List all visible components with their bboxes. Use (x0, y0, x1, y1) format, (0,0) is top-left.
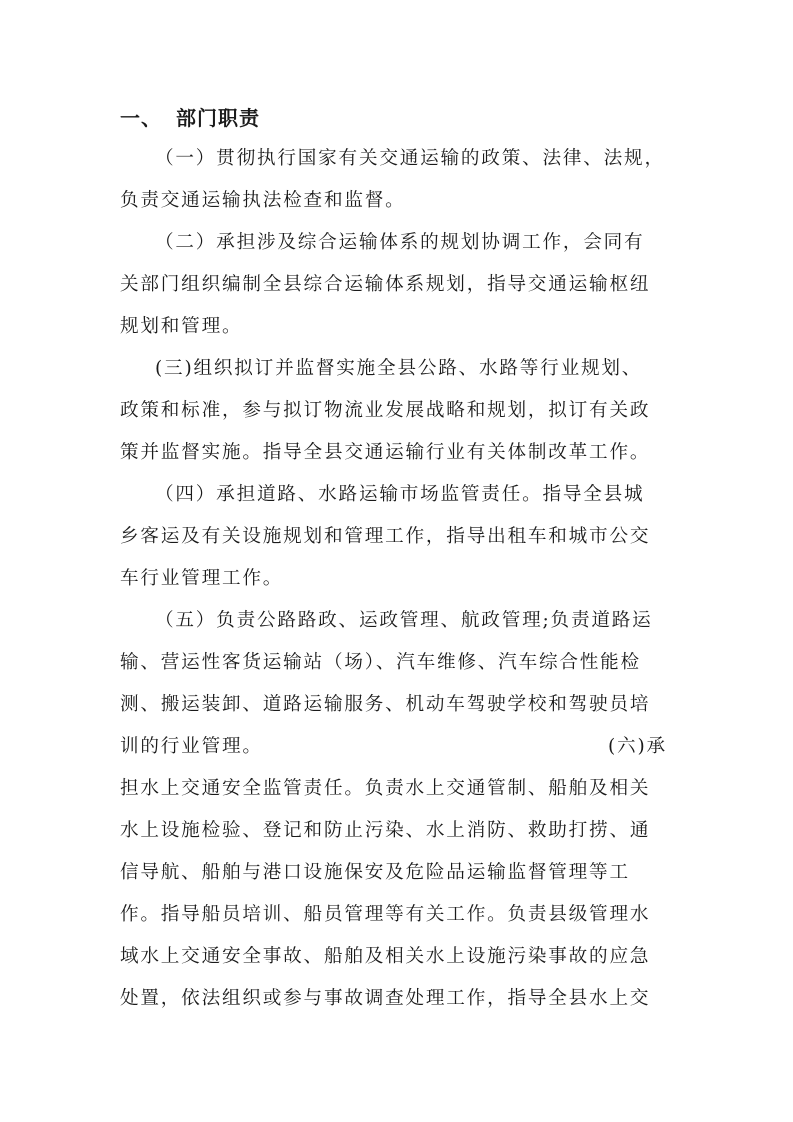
paragraph-line: 训的行业管理。 (120, 736, 263, 757)
paragraph-line: （五）负责公路路政、运政管理、航政管理;负责道路运 (155, 610, 653, 631)
paragraph-line: 负责交通运输执法检查和监督。 (120, 190, 406, 211)
paragraph-line: 测、搬运装卸、道路运输服务、机动车驾驶学校和驾驶员培 (120, 694, 651, 715)
paragraph-line: 关部门组织编制全县综合运输体系规划，指导交通运输枢纽 (120, 274, 651, 295)
paragraph-line: （四）承担道路、水路运输市场监管责任。指导全县城 (155, 484, 645, 505)
paragraph-line: 政策和标准，参与拟订物流业发展战略和规划，拟订有关政 (120, 400, 651, 421)
paragraph-line: (三)组织拟订并监督实施全县公路、水路等行业规划、 (155, 358, 643, 379)
section-title: 部门职责 (176, 106, 260, 130)
paragraph-line: 策并监督实施。指导全县交通运输行业有关体制改革工作。 (120, 442, 651, 463)
paragraph-line: 车行业管理工作。 (120, 568, 284, 589)
paragraph-line: 输、营运性客货运输站（场）、汽车维修、汽车综合性能检 (120, 652, 641, 673)
section-heading (120, 103, 260, 133)
paragraph-line: 水上设施检验、登记和防止污染、水上消防、救助打捞、通 (120, 820, 651, 841)
paragraph-line-tail: (六)承 (608, 736, 667, 757)
paragraph-line: （二）承担涉及综合运输体系的规划协调工作，会同有 (155, 232, 645, 253)
paragraph-line: 信导航、船舶与港口设施保安及危险品运输监督管理等工 (120, 862, 630, 883)
paragraph-line: 担水上交通安全监管责任。负责水上交通管制、船舶及相关 (120, 778, 651, 799)
paragraph-line: 处置，依法组织或参与事故调查处理工作，指导全县水上交 (120, 988, 651, 1009)
paragraph-line: 域水上交通安全事故、船舶及相关水上设施污染事故的应急 (120, 946, 651, 967)
paragraph-line: 作。指导船员培训、船员管理等有关工作。负责县级管理水 (120, 904, 651, 925)
paragraph-line: 乡客运及有关设施规划和管理工作，指导出租车和城市公交 (120, 526, 651, 547)
section-number: 一、 (120, 106, 162, 130)
paragraph-line: 规划和管理。 (120, 316, 243, 337)
paragraph-line: （一）贯彻执行国家有关交通运输的政策、法律、法规， (155, 148, 665, 169)
